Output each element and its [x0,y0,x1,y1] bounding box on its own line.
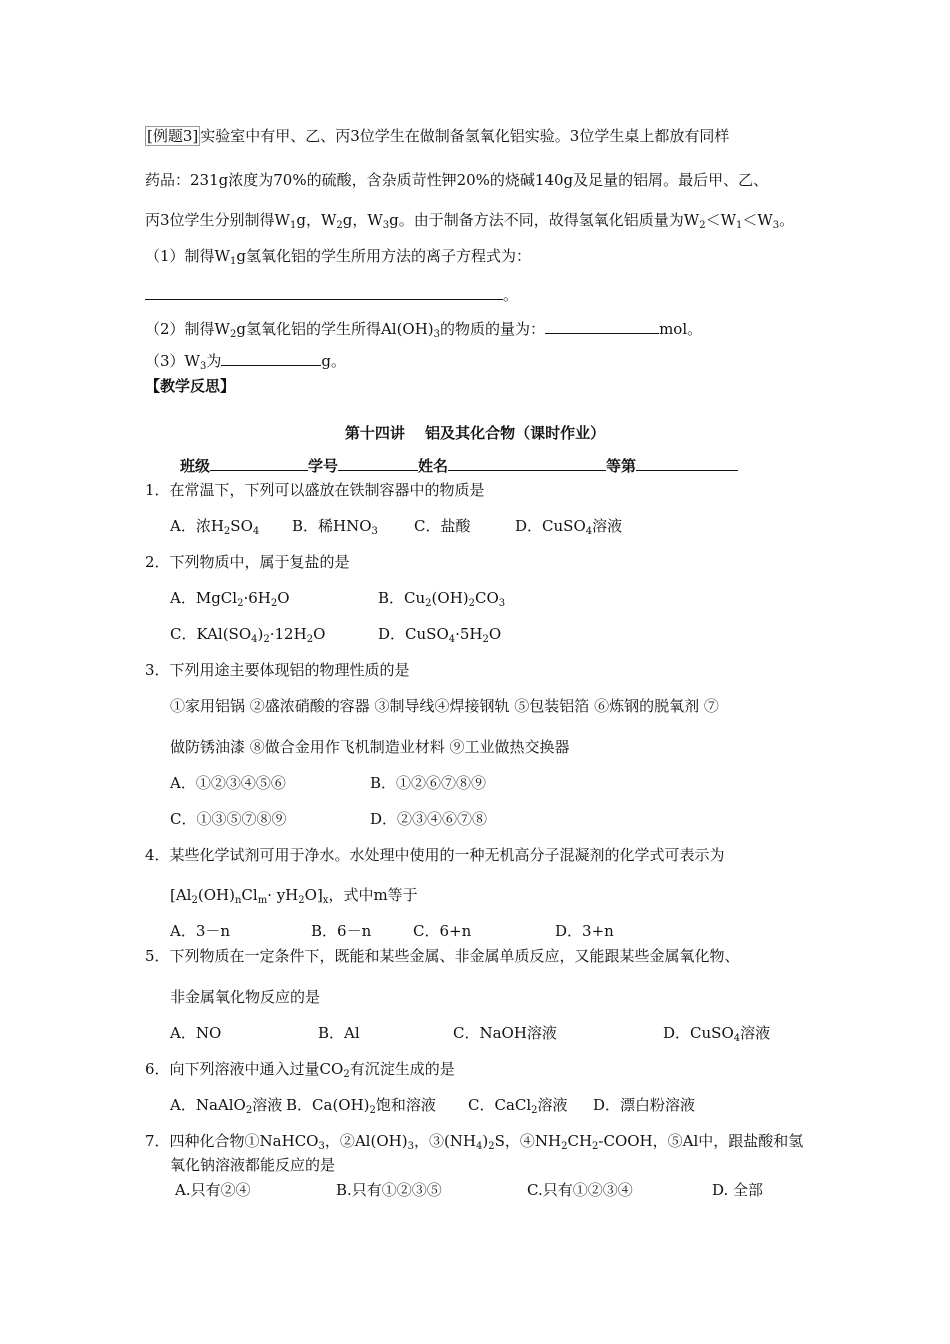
q7-option-d[interactable]: D. 全部 [712,1181,764,1199]
example-question-2: （2）制得$W_2g$氢氧化铝的学生所得$Al(OH)_3$的物质的量为： mol。 [145,320,703,340]
name-field[interactable] [448,455,606,471]
q5-option-d[interactable]: D．CuSO$_4$溶液 [663,1024,771,1044]
q2-option-a[interactable]: A．$MgCl_2\cdot 6H_2O$ [170,589,290,609]
q3-option-c[interactable]: C．①③⑤⑦⑧⑨ [170,810,287,828]
q6-option-c[interactable]: C．CaCl$_2$溶液 [468,1096,568,1116]
q4-option-d[interactable]: D．3+n [555,922,614,940]
q7-stem-line-2: 氧化钠溶液都能反应的是 [170,1156,336,1174]
example-tag: [例题3] [147,127,199,145]
q2-stem: 2．下列物质中，属于复盐的是 [145,553,350,571]
q4-stem: 4．某些化学试剂可用于净水。水处理中使用的一种无机高分子混凝剂的化学式可表示为 [145,846,725,864]
q3-uses-line-1: ①家用铝锅 ②盛浓硝酸的容器 ③制导线④焊接钢轨 ⑤包装铝箔 ⑥炼钢的脱氧剂 ⑦ [170,697,719,715]
q5-option-c[interactable]: C．NaOH溶液 [453,1024,557,1042]
rank-field[interactable] [636,455,738,471]
example-question-3: $(3)W_3$为 g。 [145,352,346,372]
q1-option-c[interactable]: C．盐酸 [414,517,471,535]
q5-option-a[interactable]: A．NO [170,1024,222,1042]
answer-blank-2[interactable] [545,318,659,334]
q2-option-b[interactable]: B．$Cu_2(OH)_2CO_3$ [378,589,506,609]
q1-option-a[interactable]: A．浓$H_2SO_4$ [170,517,260,537]
example-line-2: 药品：231g浓度为70%的硫酸，含杂质苛性钾20%的烧碱140g及足量的铝屑。最后甲、乙、 [145,171,769,189]
q5-stem: 5．下列物质在一定条件下，既能和某些金属、非金属单质反应，又能跟某些金属氧化物、 [145,947,740,965]
example-line-3: 丙3位学生分别制得$W_1g$，$W_2g$，$W_3g$。由于制备方法不同，故得氢氧化铝质量为$W_2<W_1<W_3$。 [145,211,795,231]
q3-option-a[interactable]: A．①②③④⑤⑥ [170,774,286,792]
answer-blank-3[interactable] [221,350,321,366]
q5-stem-line-2: 非金属氧化物反应的是 [170,988,321,1006]
q6-stem: 6．向下列溶液中通入过量$CO_2$有沉淀生成的是 [145,1060,455,1080]
q1-option-d[interactable]: D．CuSO$_4$溶液 [515,517,623,537]
q7-option-a[interactable]: A.只有②④ [175,1181,251,1199]
class-field[interactable] [210,455,308,471]
q3-option-b[interactable]: B．①②⑥⑦⑧⑨ [370,774,487,792]
example-line-1: [例题3] 实验室中有甲、乙、丙3位学生在做制备氢氧化铝实验。3位学生桌上都放有同样 [147,127,730,145]
q7-stem: 7．四种化合物①NaHCO$_3$，$②Al(OH)_3$，$③(NH_4)_2S$，$④NH_2CH_2$-COOH，⑤Al中，跟盐酸和氢 [145,1132,804,1152]
q6-option-d[interactable]: D．漂白粉溶液 [593,1096,696,1114]
q3-uses-line-2: 做防锈油漆 ⑧做合金用作飞机制造业材料 ⑨工业做热交换器 [170,738,570,756]
q5-option-b[interactable]: B．Al [318,1024,360,1042]
q1-stem: 1．在常温下，下列可以盛放在铁制容器中的物质是 [145,481,485,499]
q6-option-b[interactable]: B．$Ca(OH)_2$饱和溶液 [286,1096,436,1116]
q2-option-d[interactable]: D．$CuSO_4\cdot 5H_2O$ [378,625,502,645]
q4-option-a[interactable]: A．3－n [170,922,231,940]
q3-stem: 3．下列用途主要体现铝的物理性质的是 [145,661,410,679]
q6-option-a[interactable]: A．NaAlO$_2$溶液 [170,1096,283,1116]
q4-option-b[interactable]: B．6－n [311,922,372,940]
q1-option-b[interactable]: B．稀$HNO_3$ [292,517,378,537]
q4-formula: $[Al_2(OH)_nCl_m\cdot yH_2O]_x$，式中m等于 [170,886,418,906]
student-info-row: 班级 学号 姓名 等第 [180,455,738,476]
example-answer-line-1[interactable]: 。 [145,284,518,305]
reflection-heading: 【教学反思】 [145,377,236,395]
q4-option-c[interactable]: C．6+n [413,922,472,940]
q7-option-c[interactable]: C.只有①②③④ [527,1181,633,1199]
q2-option-c[interactable]: C．$KAl(SO_4)_2\cdot 12H_2O$ [170,625,326,645]
example-question-1: （1）制得$W_1g$氢氧化铝的学生所用方法的离子方程式为： [145,247,531,267]
student-id-field[interactable] [338,455,418,471]
q3-option-d[interactable]: D．②③④⑥⑦⑧ [370,810,488,828]
homework-title: 第十四讲 铝及其化合物（课时作业） [344,424,606,442]
q7-option-b[interactable]: B.只有①②③⑤ [336,1181,442,1199]
